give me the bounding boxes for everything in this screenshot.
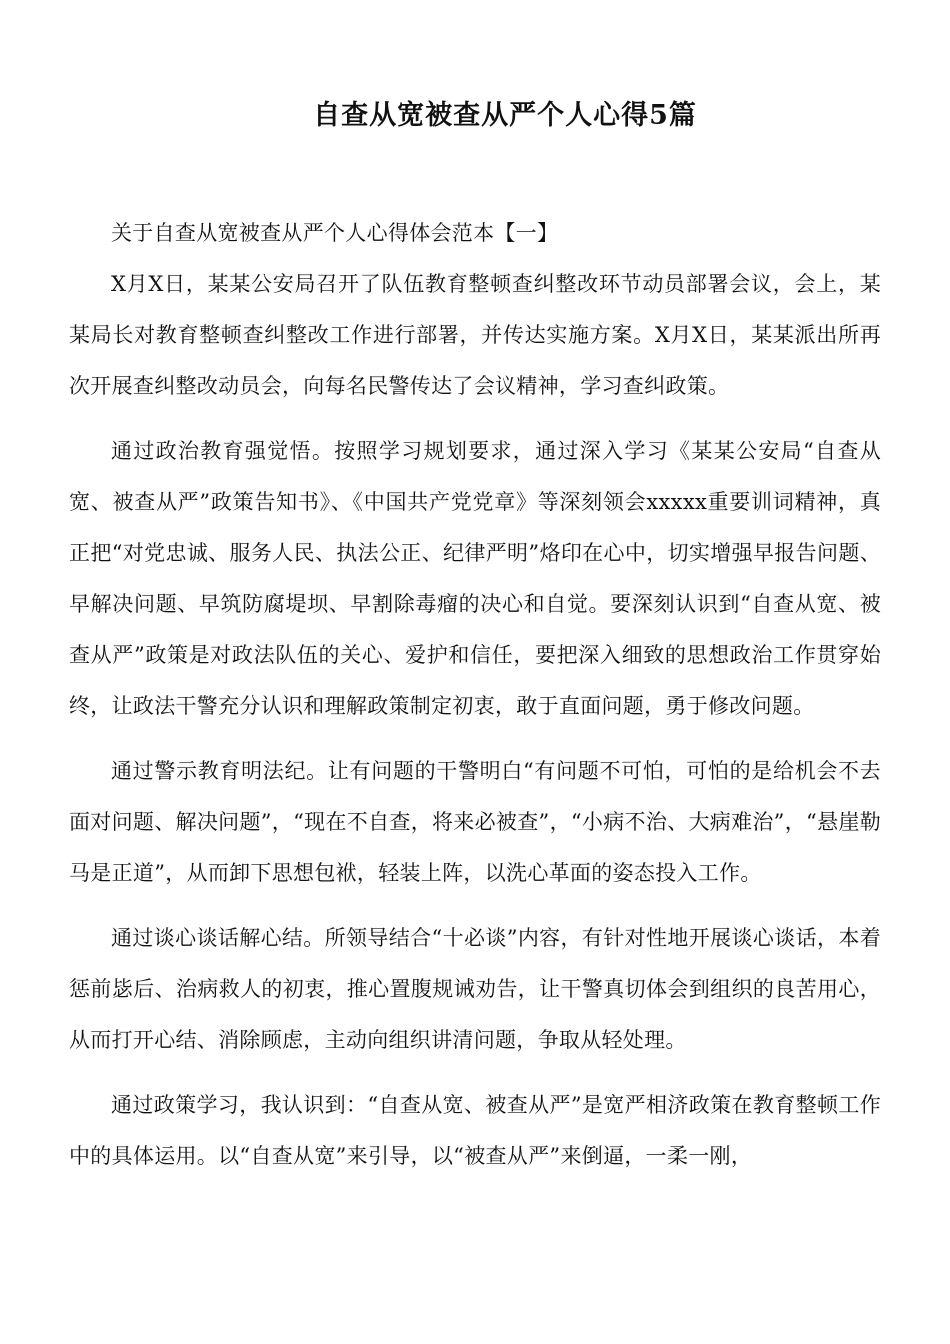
document-title: 自查从宽被查从严个人心得5篇 bbox=[313, 100, 697, 131]
document-body bbox=[69, 208, 881, 1196]
paragraph: X月X日，某某公安局召开了队伍教育整顿查纠整改环节动员部署会议，会上，某某局长对教育整顿查纠整改工作进行部署，并传达实施方案。X月X日，某某派出所再次开展查纠整改动员会，向每名民警传达了会议精神，学习查纠政策。 bbox=[69, 272, 881, 398]
paragraph: 通过谈心谈话解心结。所领导结合“十必谈”内容，有针对性地开展谈心谈话，本着惩前毖后、治病救人的初衷，推心置腹规诫劝告，让干警真切体会到组织的良苦用心，从而打开心结、消除顾虑，主动向组织讲清问题，争取从轻处理。 bbox=[69, 926, 881, 1052]
section-heading: 关于自查从宽被查从严个人心得体会范本【一】 bbox=[111, 221, 559, 245]
paragraph: 通过警示教育明法纪。让有问题的干警明白“有问题不可怕，可怕的是给机会不去面对问题、解决问题”，“现在不自查，将来必被查”，“小病不治、大病难治”，“悬崖勒马是正道”，从而卸下思想包袱，轻装上阵，以洗心革面的姿态投入工作。 bbox=[69, 759, 881, 885]
paragraph: 通过政策学习，我认识到：“自查从宽、被查从严”是宽严相济政策在教育整顿工作中的具体运用。以“自查从宽”来引导，以“被查从严”来倒逼，一柔一刚， bbox=[69, 1093, 881, 1168]
paragraph: 通过政治教育强觉悟。按照学习规划要求，通过深入学习《某某公安局“自查从宽、被查从严”政策告知书》、《中国共产党党章》等深刻领会xxxxx重要训词精神，真正把“对党忠诚、服务人民、执法公正、纪律严明”烙印在心中，切实增强早报告问题、早解决问题、早筑防腐堤坝、早割除毒瘤的决心和自觉。要深刻认识到“自查从宽、被查从严”政策是对政法队伍的关心、爱护和信任，要把深入细致的思想政治工作贯穿始终，让政法干警充分认识和理解政策制定初衷，敢于直面问题，勇于修改问题。 bbox=[69, 439, 881, 718]
